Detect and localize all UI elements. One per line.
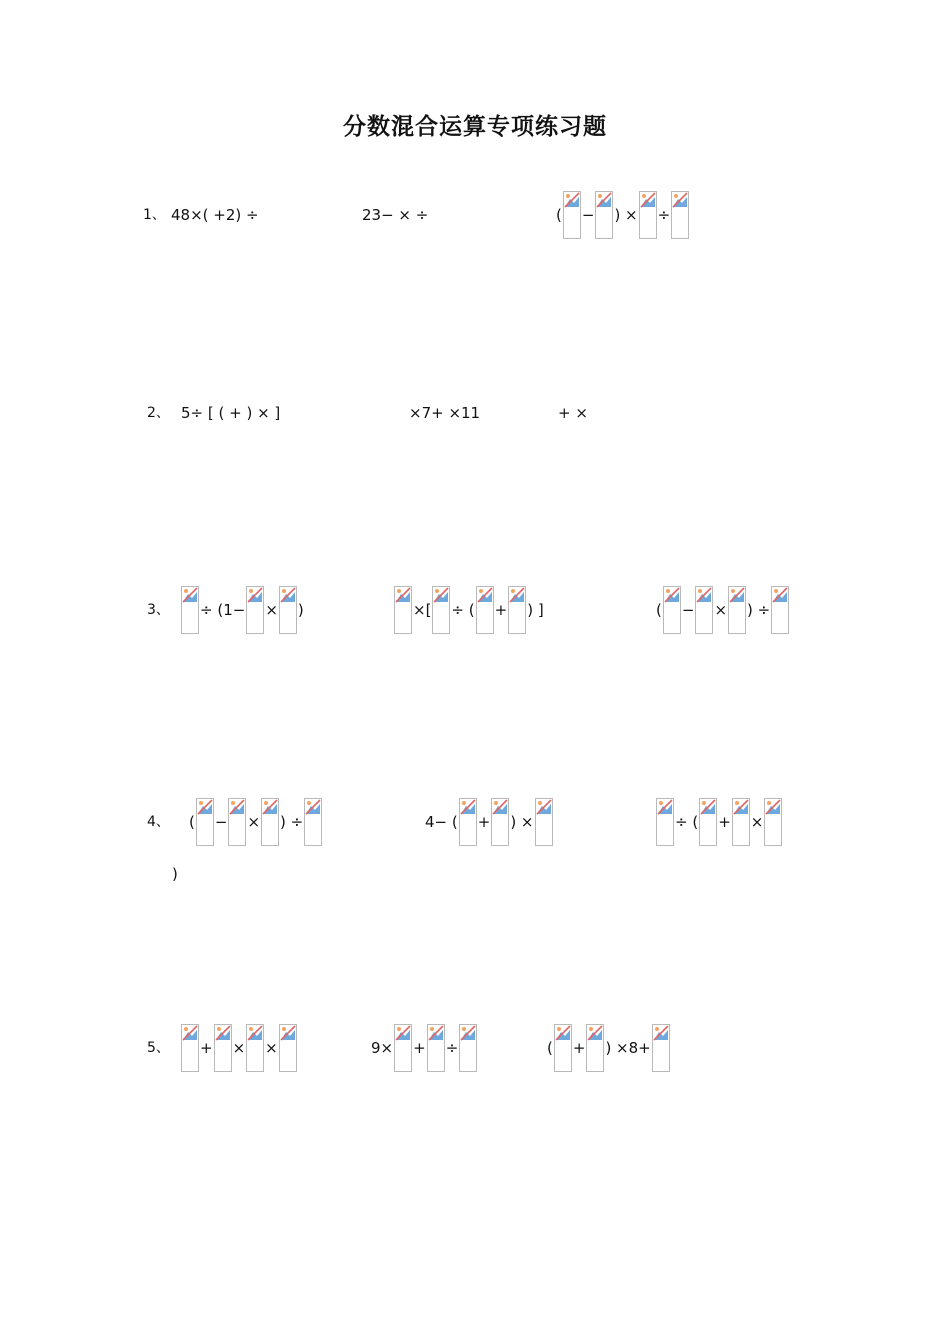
- fraction-image-placeholder: [261, 798, 279, 846]
- expression-text: −: [581, 206, 595, 224]
- expression-text: +: [572, 1039, 586, 1057]
- broken-image-icon: [664, 587, 680, 603]
- exercise-number: 5、: [147, 1040, 170, 1056]
- broken-image-icon: [428, 1025, 444, 1041]
- exercise-number: 2、: [147, 405, 170, 421]
- broken-image-icon: [653, 1025, 669, 1041]
- expression-text: (: [189, 813, 195, 831]
- fraction-image-placeholder: [181, 1024, 199, 1072]
- broken-image-icon: [509, 587, 525, 603]
- exercise-number: 1、: [143, 207, 166, 223]
- fraction-image-placeholder: [246, 1024, 264, 1072]
- fraction-image-placeholder: [508, 586, 526, 634]
- expression: [188, 812, 322, 846]
- expression: [656, 812, 782, 846]
- broken-image-icon: [197, 799, 213, 815]
- expression-text: −: [214, 813, 228, 831]
- expression-text: 4− (: [425, 813, 458, 831]
- broken-image-icon: [587, 1025, 603, 1041]
- fraction-image-placeholder: [228, 798, 246, 846]
- fraction-image-placeholder: [639, 191, 657, 239]
- expression-text: ×[: [413, 601, 432, 619]
- broken-image-icon: [215, 1025, 231, 1041]
- expression: [180, 403, 281, 423]
- broken-image-icon: [262, 799, 278, 815]
- fraction-image-placeholder: [671, 191, 689, 239]
- fraction-image-placeholder: [563, 191, 581, 239]
- expression-text: ×: [247, 813, 261, 831]
- expression: [655, 600, 789, 634]
- fraction-image-placeholder: [595, 191, 613, 239]
- broken-image-icon: [247, 587, 263, 603]
- broken-image-icon: [492, 799, 508, 815]
- expression-text: ) ×8+: [605, 1039, 651, 1057]
- fraction-image-placeholder: [432, 586, 450, 634]
- expression-text: ×: [265, 1039, 278, 1057]
- fraction-image-placeholder: [214, 1024, 232, 1072]
- expression-text: ) ÷: [747, 601, 771, 619]
- expression: [181, 600, 305, 634]
- expression-text: 23− × ÷: [362, 206, 429, 224]
- broken-image-icon: [765, 799, 781, 815]
- expression-text: +: [494, 601, 508, 619]
- fraction-image-placeholder: [652, 1024, 670, 1072]
- expression: [546, 1038, 670, 1072]
- fraction-image-placeholder: [535, 798, 553, 846]
- broken-image-icon: [477, 587, 493, 603]
- broken-image-icon: [229, 799, 245, 815]
- broken-image-icon: [305, 799, 321, 815]
- expression: [181, 1038, 297, 1072]
- expression-text: +: [477, 813, 491, 831]
- expression-text: +: [200, 1039, 213, 1057]
- expression-text: ) ÷: [280, 813, 304, 831]
- broken-image-icon: [729, 587, 745, 603]
- expression-text: ) ]: [527, 601, 544, 619]
- fraction-image-placeholder: [246, 586, 264, 634]
- expression-text: ÷: [657, 206, 671, 224]
- expression: [557, 403, 589, 423]
- expression: [370, 1038, 477, 1072]
- expression: [555, 205, 689, 239]
- fraction-image-placeholder: [732, 798, 750, 846]
- broken-image-icon: [182, 1025, 198, 1041]
- expression: [361, 205, 429, 225]
- expression-text: ÷: [445, 1039, 459, 1057]
- broken-image-icon: [672, 192, 688, 208]
- broken-image-icon: [657, 799, 673, 815]
- expression-text: 9×: [371, 1039, 394, 1057]
- fraction-image-placeholder: [699, 798, 717, 846]
- exercise-row: [0, 205, 950, 265]
- fraction-image-placeholder: [459, 798, 477, 846]
- expression: [408, 403, 481, 423]
- broken-image-icon: [772, 587, 788, 603]
- expression-text: +: [413, 1039, 426, 1057]
- broken-image-icon: [733, 799, 749, 815]
- broken-image-icon: [596, 192, 612, 208]
- broken-image-icon: [395, 587, 411, 603]
- fraction-image-placeholder: [394, 586, 412, 634]
- fraction-image-placeholder: [554, 1024, 572, 1072]
- fraction-image-placeholder: [476, 586, 494, 634]
- broken-image-icon: [182, 587, 198, 603]
- page-title: 分数混合运算专项练习题: [343, 114, 607, 140]
- broken-image-icon: [460, 1025, 476, 1041]
- broken-image-icon: [640, 192, 656, 208]
- expression-text: +: [718, 813, 731, 831]
- expression-text: −: [681, 601, 695, 619]
- exercise-row: [0, 403, 950, 463]
- expression-text: ×: [232, 1039, 246, 1057]
- expression-text: ) ×: [510, 813, 534, 831]
- fraction-image-placeholder: [728, 586, 746, 634]
- fraction-image-placeholder: [304, 798, 322, 846]
- exercise-row: [0, 1038, 950, 1098]
- expression-text: ÷ (: [675, 813, 699, 831]
- expression-text: 5÷ [ ( + ) × ]: [181, 404, 281, 422]
- fraction-image-placeholder: [394, 1024, 412, 1072]
- expression: [170, 205, 260, 225]
- expression-text: 48×( +2) ÷: [171, 206, 259, 224]
- exercise-row: [0, 812, 950, 883]
- expression-text: ×7+ ×11: [409, 404, 481, 422]
- fraction-image-placeholder: [459, 1024, 477, 1072]
- fraction-image-placeholder: [427, 1024, 445, 1072]
- expression-text: ÷ (1−: [200, 601, 246, 619]
- expression-text: (: [547, 1039, 553, 1057]
- broken-image-icon: [700, 799, 716, 815]
- expression-text: (: [656, 601, 662, 619]
- broken-image-icon: [433, 587, 449, 603]
- expression: [424, 812, 553, 846]
- fraction-image-placeholder: [181, 586, 199, 634]
- expression-text: ×: [750, 813, 764, 831]
- fraction-image-placeholder: [771, 586, 789, 634]
- expression-text: ÷ (: [451, 601, 475, 619]
- fraction-image-placeholder: [586, 1024, 604, 1072]
- broken-image-icon: [280, 587, 296, 603]
- fraction-image-placeholder: [656, 798, 674, 846]
- expression-text: ×: [265, 601, 278, 619]
- broken-image-icon: [536, 799, 552, 815]
- expression-continuation: ): [172, 865, 178, 883]
- broken-image-icon: [395, 1025, 411, 1041]
- expression: [394, 600, 545, 634]
- broken-image-icon: [280, 1025, 296, 1041]
- fraction-image-placeholder: [491, 798, 509, 846]
- exercise-number: 4、: [147, 814, 170, 830]
- fraction-image-placeholder: [695, 586, 713, 634]
- expression-text: ) ×: [614, 206, 638, 224]
- fraction-image-placeholder: [663, 586, 681, 634]
- broken-image-icon: [247, 1025, 263, 1041]
- exercise-row: [0, 600, 950, 660]
- broken-image-icon: [696, 587, 712, 603]
- fraction-image-placeholder: [196, 798, 214, 846]
- fraction-image-placeholder: [279, 1024, 297, 1072]
- expression-text: ×: [714, 601, 728, 619]
- expression-text: + ×: [558, 404, 588, 422]
- broken-image-icon: [460, 799, 476, 815]
- expression-text: ): [297, 601, 304, 619]
- expression-text: (: [556, 206, 562, 224]
- fraction-image-placeholder: [279, 586, 297, 634]
- fraction-image-placeholder: [764, 798, 782, 846]
- exercise-number: 3、: [147, 602, 170, 618]
- broken-image-icon: [564, 192, 580, 208]
- broken-image-icon: [555, 1025, 571, 1041]
